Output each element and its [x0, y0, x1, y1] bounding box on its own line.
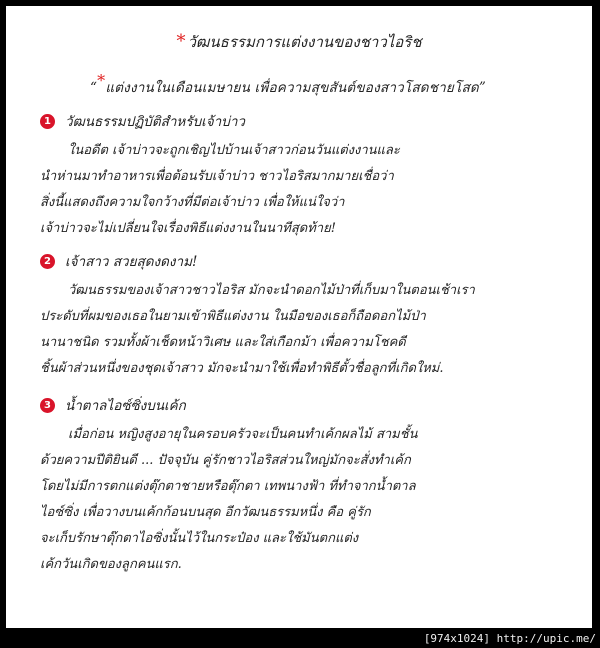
document-title — [6, 30, 592, 54]
section-heading — [40, 250, 570, 272]
text-line: วัฒนธรรมของเจ้าสาวชาวไอริส มักจะนำดอกไม้ป่าที่เก็บมาในตอนเช้าเรา — [68, 283, 475, 298]
section-number-badge: 2 — [40, 254, 55, 269]
section-groom-customs — [40, 110, 570, 242]
section-heading — [40, 394, 570, 416]
section-body — [40, 422, 570, 578]
text-line: นำห่านมาทำอาหารเพื่อต้อนรับเจ้าบ่าว ชาวไอริสมากมายเชื่อว่า — [40, 169, 394, 184]
section-number-badge: 1 — [40, 114, 55, 129]
section-body — [40, 278, 570, 382]
subtitle-open-quote: “ — [90, 80, 98, 96]
text-line: ด้วยความปีติยินดี ... ปัจจุบัน คู่รักชาวไอริสส่วนใหญ่มักจะสั่งทำเค้ก — [40, 453, 411, 468]
subtitle-star-mark: * — [97, 71, 106, 90]
text-line: ชิ้นผ้าส่วนหนึ่งของชุดเจ้าสาว มักจะนำมาใช้เพื่อทำพิธีตั้วชื่อลูกที่เกิดใหม่. — [40, 361, 444, 376]
text-line: เจ้าบ่าวจะไม่เปลี่ยนใจเรื่องพิธีแต่งงานในนาทีสุดท้าย! — [40, 221, 336, 236]
text-line: นานาชนิด รวมทั้งผ้าเช็ดหน้าวิเศษ และใส่เกือกม้า เพื่อความโชคดี — [40, 335, 406, 350]
text-line: จะเก็บรักษาตุ๊กตาไอซิ่งนั้นไว้ในกระป๋อง และใช้มันตกแต่ง — [40, 531, 359, 546]
title-text: วัฒนธรรมการแต่งงานของชาวไอริช — [187, 33, 422, 51]
section-body — [40, 138, 570, 242]
section-bride — [40, 250, 570, 382]
section-heading-text: น้ำตาลไอซ์ซิ่งบนเค้ก — [65, 398, 186, 414]
title-star-mark: * — [176, 31, 186, 52]
document-subtitle — [90, 71, 552, 98]
text-line: ประดับที่ผมของเธอในยามเข้าพิธีแต่งงาน ในมือของเธอก็ถือดอกไม้ป่า — [40, 309, 426, 324]
text-line: ในอดีต เจ้าบ่าวจะถูกเชิญไปบ้านเจ้าสาวก่อนวันแต่งงานและ — [68, 143, 400, 158]
section-heading-text: วัฒนธรรมปฏิบัติสำหรับเจ้าบ่าว — [65, 114, 245, 130]
text-line: เมื่อก่อน หญิงสูงอายุในครอบครัวจะเป็นคนทำเค้กผลไม้ สามชั้น — [68, 427, 418, 442]
text-line: โดยไม่มีการตกแต่งตุ๊กตาชายหรือตุ๊กตา เทพนางฟ้า ที่ทำจากน้ำตาล — [40, 479, 416, 494]
section-heading — [40, 110, 570, 132]
text-line: ไอซ์ซิ่ง เพื่อวางบนเค้กก้อนบนสุด อีกวัฒนธรรมหนึ่ง คือ คู่รัก — [40, 505, 371, 520]
section-number-badge: 3 — [40, 398, 55, 413]
document-page — [6, 6, 592, 628]
section-cake-icing — [40, 394, 570, 578]
text-line: เค้กวันเกิดของลูกคนแรก. — [40, 557, 182, 572]
subtitle-text: แต่งงานในเดือนเมษายน เพื่อความสุขสันต์ของสาวโสดชายโสด” — [105, 80, 486, 96]
section-heading-text: เจ้าสาว สวยสุดงดงาม! — [65, 254, 198, 270]
image-size-url-watermark: [974x1024] http://upic.me/ — [423, 632, 596, 645]
text-line: สิ่งนี้แสดงถึงความใจกว้างที่มีต่อเจ้าบ่าว เพื่อให้แน่ใจว่า — [40, 195, 345, 210]
